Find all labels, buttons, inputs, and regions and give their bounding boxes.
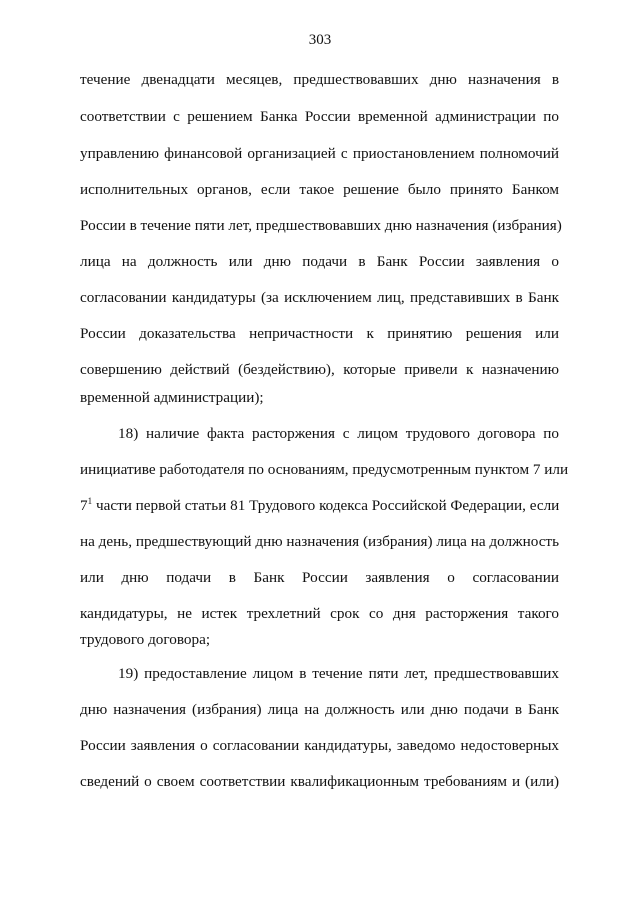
paragraph-18-first-line: 18) наличие факта расторжения с лицом трудового договора по	[118, 425, 559, 442]
text-line: России в течение пяти лет, предшествовавших дню назначения (избрания)	[80, 217, 562, 234]
text-line: дню назначения (избрания) лица на должность или дню подачи в Банк	[80, 701, 559, 718]
text-line: совершению действий (бездействию), которые привели к назначению	[80, 361, 559, 378]
text-line: соответствии с решением Банка России временной администрации по	[80, 108, 559, 125]
text-line: управлению финансовой организацией с приостановлением полномочий	[80, 145, 559, 162]
text-line: на день, предшествующий дню назначения (избрания) лица на должность	[80, 533, 559, 550]
superscript: 1	[87, 496, 93, 506]
text-line: кандидатуры, не истек трехлетний срок со дня расторжения такого	[80, 605, 559, 622]
text-line-rest: части первой статьи 81 Трудового кодекса Российской Федерации, если	[96, 497, 560, 514]
text-line: трудового договора;	[80, 631, 211, 648]
text-line: временной администрации);	[80, 389, 264, 406]
text-line: России доказательства непричастности к принятию решения или	[80, 325, 559, 342]
text-line: России заявления о согласовании кандидатуры, заведомо недостоверных	[80, 737, 559, 754]
article-number: 7	[80, 497, 88, 514]
page-number: 303	[308, 32, 332, 48]
text-line: или дню подачи в Банк России заявления о согласовании	[80, 569, 559, 586]
text-line: лица на должность или дню подачи в Банк России заявления о	[80, 253, 559, 270]
text-line: согласовании кандидатуры (за исключением лиц, представивших в Банк	[80, 289, 559, 306]
text-line: исполнительных органов, если такое решение было принято Банком	[80, 181, 559, 198]
text-line: инициативе работодателя по основаниям, предусмотренным пунктом 7 или	[80, 461, 569, 478]
text-line: сведений о своем соответствии квалификационным требованиям и (или)	[80, 773, 559, 790]
paragraph-19-first-line: 19) предоставление лицом в течение пяти лет, предшествовавших	[118, 665, 559, 682]
text-line: течение двенадцати месяцев, предшествовавших дню назначения в	[80, 71, 559, 88]
